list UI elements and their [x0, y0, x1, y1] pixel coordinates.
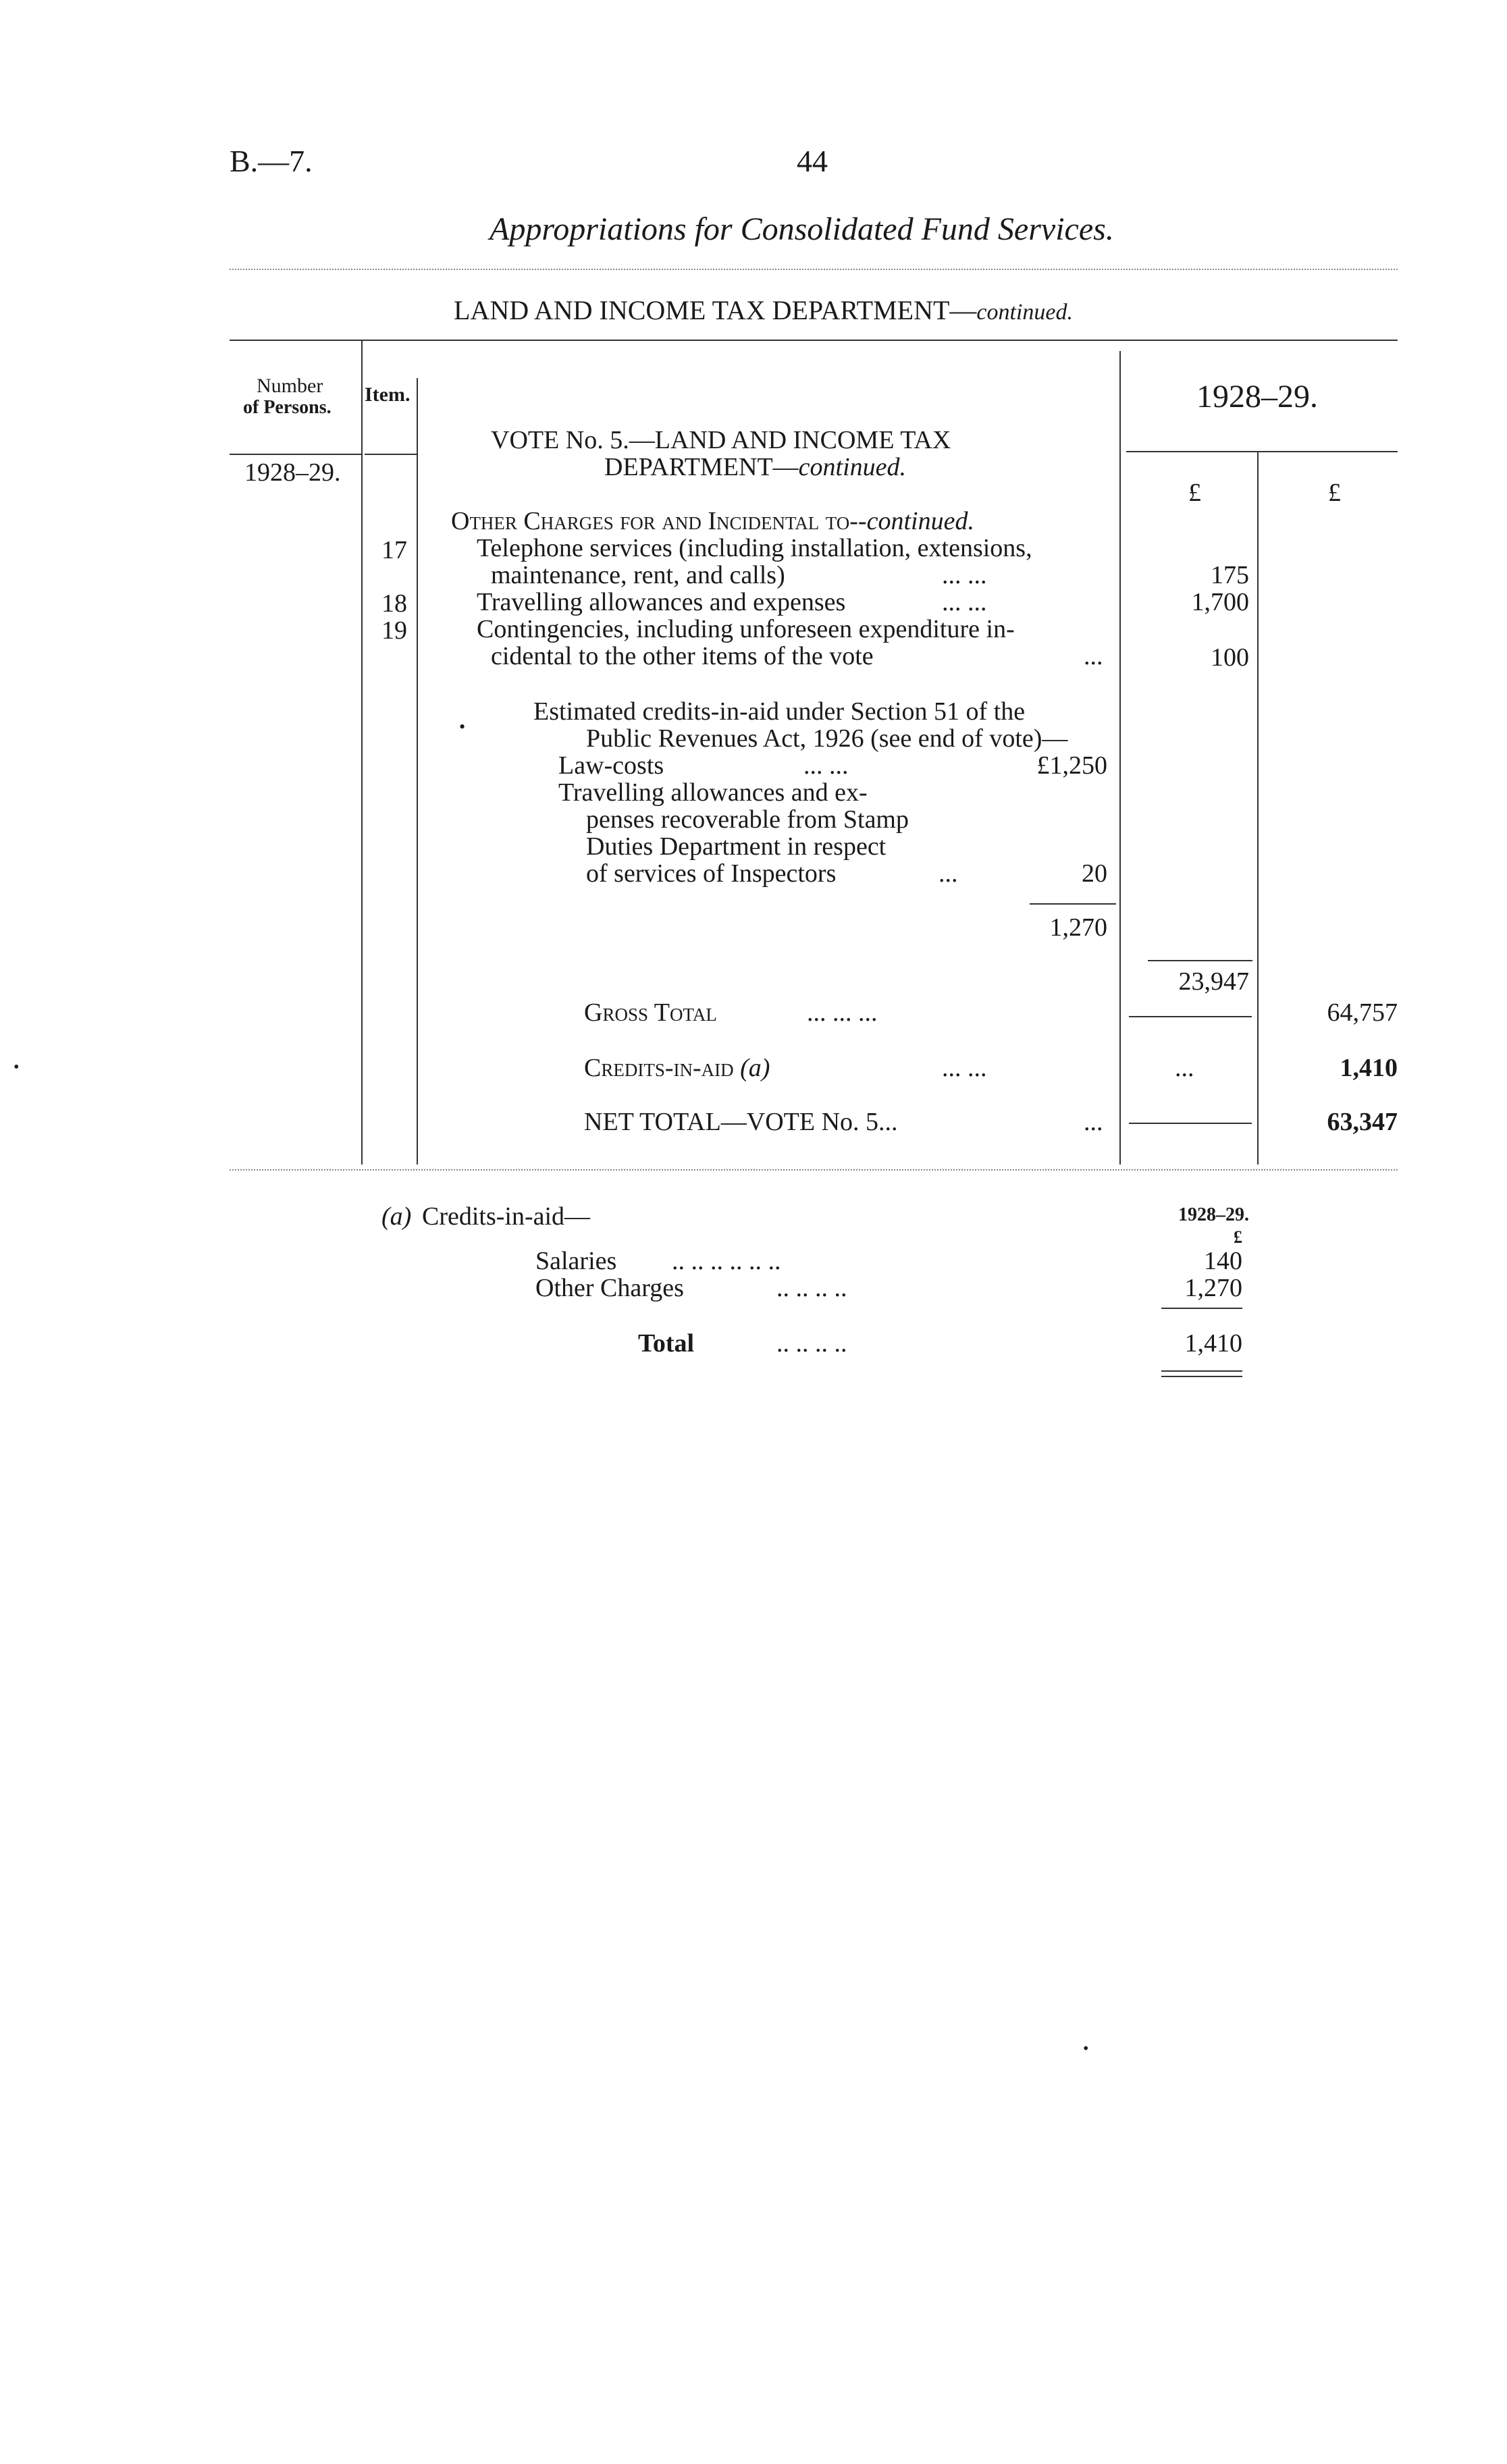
- gross-total-text: Gross Total: [584, 998, 717, 1027]
- credits-label-text: Credits-in-aid: [584, 1054, 734, 1082]
- net-total-dots: ...: [1084, 1108, 1103, 1136]
- column-total-rule: [1148, 960, 1252, 961]
- section-heading-text: Other Charges for and Incidental to--: [451, 507, 867, 535]
- vote-heading-line1: VOTE No. 5.—LAND AND INCOME TAX: [491, 426, 951, 454]
- speck-mark: •: [14, 1059, 20, 1076]
- year-rule: [1126, 451, 1398, 452]
- gross-total-rule: [1129, 1016, 1252, 1017]
- department-heading: [454, 294, 1073, 326]
- department-name: LAND AND INCOME TAX DEPARTMENT—: [454, 295, 977, 325]
- vote-heading-line2: [604, 452, 906, 482]
- footnote-double-rule-1: [1161, 1370, 1242, 1372]
- section-heading-continued: continued.: [866, 507, 974, 535]
- col-header-year: 1928–29.: [1196, 379, 1318, 414]
- footnote-total-value: 1,410: [1184, 1329, 1242, 1358]
- col-rule-persons: [361, 340, 363, 1164]
- item-dots: ... ...: [942, 561, 987, 589]
- travel-line3: Duties Department in respect: [586, 832, 887, 861]
- col-header-item: Item.: [365, 383, 411, 406]
- persons-year: 1928–29.: [244, 458, 341, 487]
- item-description-cont: cidental to the other items of the vote: [491, 642, 874, 670]
- footnote-row-label: Other Charges: [535, 1274, 684, 1302]
- item-rule: [365, 454, 417, 455]
- net-total-label: NET TOTAL—VOTE No. 5...: [584, 1108, 898, 1136]
- footnote-row-dots: .. .. .. .. .. ..: [672, 1247, 781, 1275]
- bullet-mark: •: [459, 717, 466, 736]
- credits-mid-dots: ...: [1175, 1054, 1194, 1082]
- col-rule-desc: [1119, 351, 1121, 1164]
- footnote-year: 1928–29.: [1178, 1204, 1249, 1225]
- page-number: 44: [797, 144, 828, 178]
- item-dots: ... ...: [942, 588, 987, 616]
- vote-heading-dept: DEPARTMENT—: [604, 453, 799, 481]
- col-header-number: Number: [257, 375, 323, 397]
- item-amount: 100: [1211, 643, 1249, 672]
- gross-total-value: 64,757: [1327, 998, 1398, 1027]
- table-top-rule: [230, 340, 1398, 341]
- header-rule: [230, 269, 1398, 270]
- footnote-double-rule-2: [1161, 1376, 1242, 1377]
- col-rule-item: [417, 378, 418, 1164]
- estimated-line2: Public Revenues Act, 1926 (see end of vote)—: [586, 724, 1068, 753]
- speck-mark: •: [1083, 2040, 1089, 2058]
- travel-line1: Travelling allowances and ex-: [558, 778, 868, 807]
- item-description-cont: maintenance, rent, and calls): [491, 561, 785, 589]
- gross-total-dots: ... ... ...: [807, 998, 878, 1027]
- item-number: 18: [381, 589, 407, 618]
- law-costs-amount: £1,250: [1036, 751, 1107, 780]
- travel-line4: of services of Inspectors: [586, 859, 837, 888]
- page-ref: B.—7.: [230, 144, 313, 178]
- department-continued: continued.: [976, 300, 1073, 325]
- credits-dots: ... ...: [942, 1054, 987, 1082]
- travel-line2: penses recoverable from Stamp: [586, 805, 909, 834]
- gross-total-label: [584, 998, 717, 1027]
- subtotal-rule: [1030, 903, 1116, 905]
- net-total-rule: [1129, 1123, 1252, 1124]
- footnote-total-dots: .. .. .. ..: [776, 1329, 847, 1358]
- credits-value: 1,410: [1340, 1054, 1398, 1082]
- pound-sign-2: £: [1328, 479, 1341, 507]
- travel-amount: 20: [1082, 859, 1107, 888]
- page-title: Appropriations for Consolidated Fund Services.: [490, 211, 1114, 247]
- footnote-total-label: Total: [638, 1329, 695, 1358]
- law-costs-dots: ... ...: [803, 751, 849, 780]
- col-header-persons: of Persons.: [243, 397, 332, 418]
- column-total: 23,947: [1178, 967, 1249, 996]
- item-amount: 175: [1211, 561, 1249, 589]
- item-number: 19: [381, 616, 407, 645]
- estimated-subtotal: 1,270: [1049, 913, 1107, 942]
- footnote-row-label: Salaries: [535, 1247, 617, 1275]
- item-dots: ...: [1084, 642, 1103, 670]
- law-costs-label: Law-costs: [558, 751, 664, 780]
- item-number: 17: [381, 536, 407, 564]
- footnote-sum-rule: [1161, 1308, 1242, 1309]
- footnote-marker: (a): [381, 1202, 412, 1231]
- section-heading: [451, 506, 974, 536]
- footnote-pound: £: [1234, 1227, 1242, 1247]
- travel-dots: ...: [938, 859, 958, 888]
- net-total-value: 63,347: [1327, 1108, 1398, 1136]
- estimated-line1: Estimated credits-in-aid under Section 51 of the: [533, 697, 1026, 726]
- credits-note: (a): [740, 1054, 770, 1082]
- persons-rule: [230, 454, 361, 455]
- col-rule-amount: [1257, 452, 1259, 1164]
- footnote-row-value: 140: [1204, 1247, 1242, 1275]
- footnote-title: Credits-in-aid—: [422, 1202, 591, 1231]
- vote-heading-continued: continued.: [798, 453, 907, 481]
- table-bottom-rule: [230, 1169, 1398, 1171]
- item-amount: 1,700: [1191, 588, 1249, 616]
- footnote-row-value: 1,270: [1184, 1274, 1242, 1302]
- pound-sign-1: £: [1188, 479, 1201, 507]
- item-description: Travelling allowances and expenses: [477, 588, 846, 616]
- footnote-row-dots: .. .. .. ..: [776, 1274, 847, 1302]
- credits-label: [584, 1053, 770, 1083]
- item-description: Telephone services (including installation, extensions,: [477, 534, 1032, 562]
- item-description: Contingencies, including unforeseen expenditure in-: [477, 615, 1015, 643]
